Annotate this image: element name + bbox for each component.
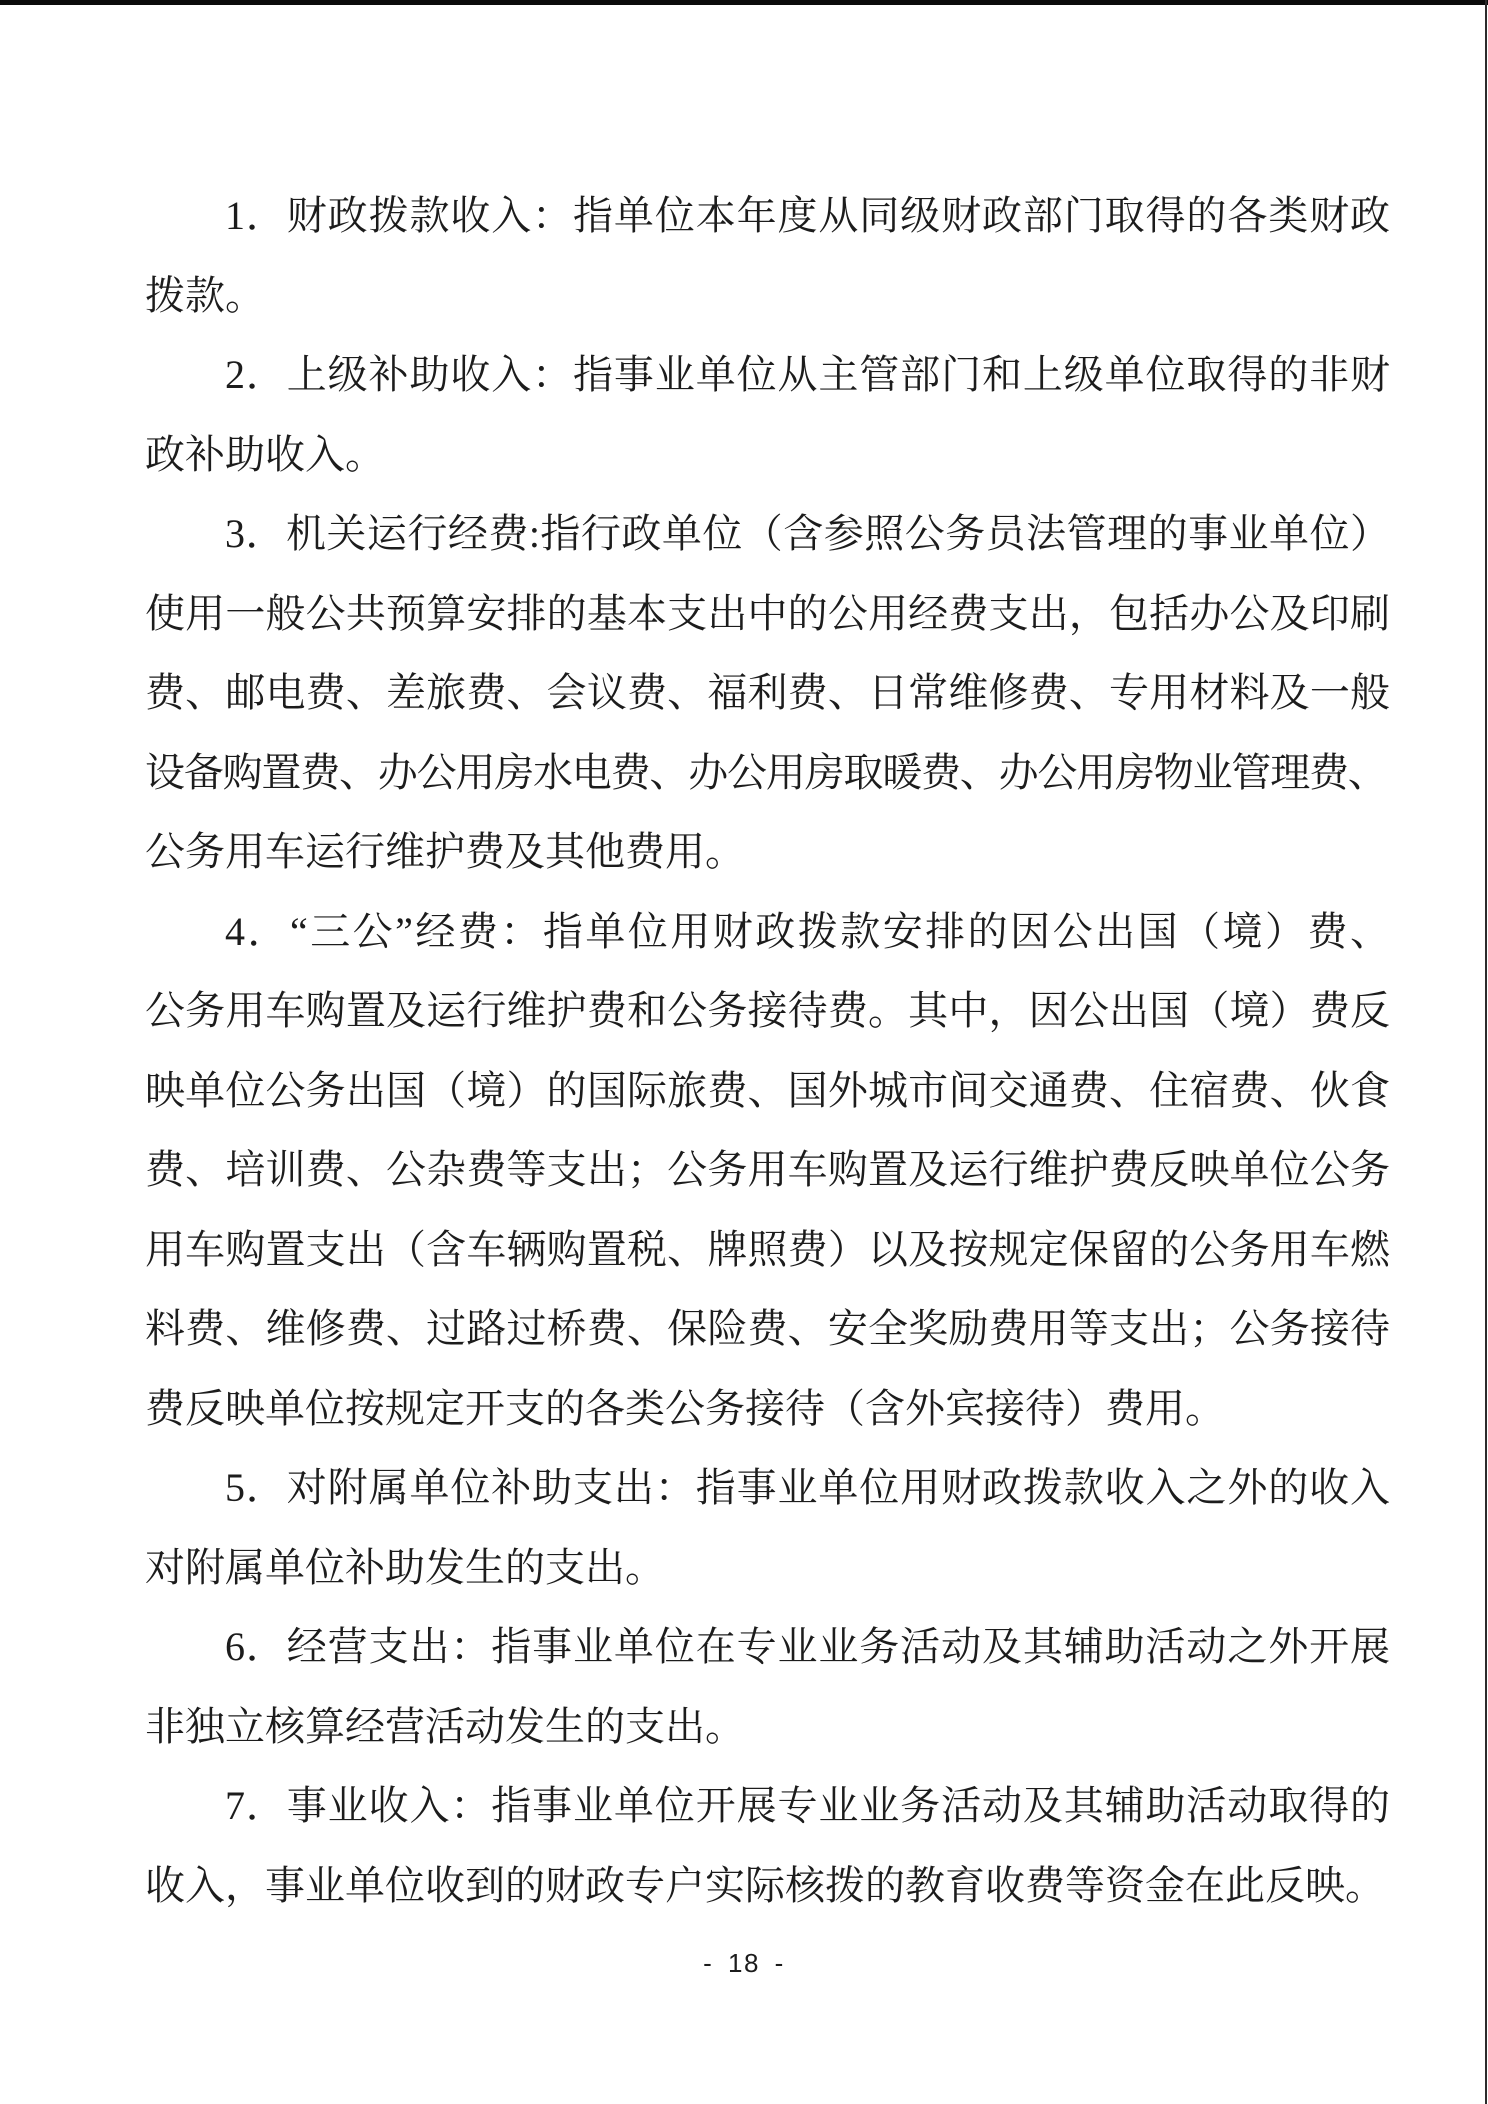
text-line: 料费、维修费、过路过桥费、保险费、安全奖励费用等支出；公务接待 — [145, 1306, 1390, 1351]
text-line: 用车购置支出（含车辆购置税、牌照费）以及按规定保留的公务用车燃 — [145, 1226, 1390, 1272]
paragraph-1 — [145, 176, 1390, 335]
text-line: 映单位公务出国（境）的国际旅费、国外城市间交通费、住宿费、伙食 — [145, 1067, 1390, 1113]
text-line: 7．事业收入：指事业单位开展专业业务活动及其辅助活动取得的 — [225, 1783, 1390, 1828]
text-line: 设备购置费、办公用房水电费、办公用房取暖费、办公用房物业管理费、 — [145, 749, 1387, 795]
text-line: 费、培训费、公杂费等支出；公务用车购置及运行维护费反映单位公务 — [145, 1147, 1390, 1192]
paragraph-2 — [145, 335, 1390, 494]
text-line: 收入，事业单位收到的财政专户实际核拨的教育收费等资金在此反映。 — [145, 1862, 1385, 1908]
text-line: 对附属单位补助发生的支出。 — [145, 1544, 665, 1590]
text-line: 非独立核算经营活动发生的支出。 — [145, 1703, 745, 1749]
text-line: 2．上级补助收入：指事业单位从主管部门和上级单位取得的非财 — [225, 352, 1390, 397]
text-line: 费、邮电费、差旅费、会议费、福利费、日常维修费、专用材料及一般 — [145, 670, 1390, 715]
text-line: 公务用车购置及运行维护费和公务接待费。其中，因公出国（境）费反 — [145, 988, 1390, 1033]
scan-edge-right — [1485, 0, 1487, 2104]
paragraph-3 — [145, 494, 1390, 892]
text-line: 政补助收入。 — [145, 431, 385, 477]
text-line: 公务用车运行维护费及其他费用。 — [145, 829, 745, 874]
text-line: 1．财政拨款收入：指单位本年度从同级财政部门取得的各类财政 — [225, 193, 1390, 238]
paragraph-6 — [145, 1607, 1390, 1766]
page-number: - 18 - — [703, 1948, 785, 1978]
text-line: 6．经营支出：指事业单位在专业业务活动及其辅助活动之外开展 — [225, 1624, 1390, 1669]
scan-edge-top — [0, 0, 1488, 5]
paragraph-7 — [145, 1766, 1390, 1925]
text-line: 3．机关运行经费:指行政单位（含参照公务员法管理的事业单位） — [225, 511, 1390, 556]
text-line: 使用一般公共预算安排的基本支出中的公用经费支出，包括办公及印刷 — [145, 590, 1390, 636]
text-line: 费反映单位按规定开支的各类公务接待（含外宾接待）费用。 — [145, 1385, 1225, 1431]
document-body — [145, 176, 1390, 1925]
text-line: 4．“三公”经费：指单位用财政拨款安排的因公出国（境）费、 — [225, 908, 1390, 954]
text-line: 拨款。 — [145, 272, 265, 318]
paragraph-4 — [145, 892, 1390, 1449]
paragraph-5 — [145, 1448, 1390, 1607]
text-line: 5．对附属单位补助支出：指事业单位用财政拨款收入之外的收入 — [225, 1465, 1390, 1510]
